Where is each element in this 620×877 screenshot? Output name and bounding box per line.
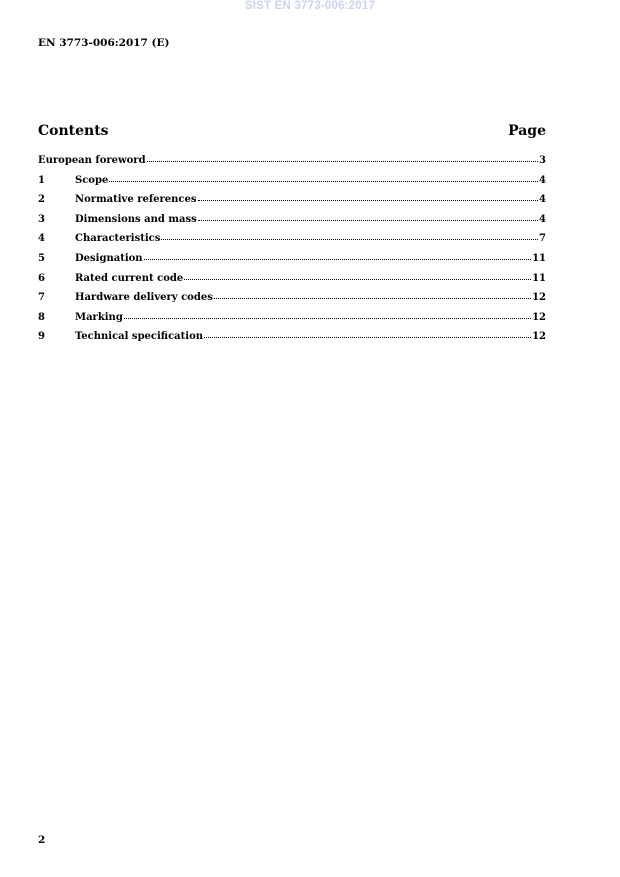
toc-entry-marking[interactable] bbox=[38, 312, 546, 332]
toc-entry-title: Dimensions and mass bbox=[75, 213, 197, 225]
toc-leader-dots bbox=[124, 318, 531, 319]
toc-entry-designation[interactable] bbox=[38, 253, 546, 273]
toc-entry-scope[interactable] bbox=[38, 175, 546, 195]
toc-entry-page: 12 bbox=[532, 292, 546, 304]
toc-entry-title: Hardware delivery codes bbox=[75, 292, 213, 304]
toc-entry-number: 1 bbox=[38, 174, 45, 186]
toc-entry-number: 4 bbox=[38, 233, 45, 245]
toc-entry-normative-references[interactable] bbox=[38, 194, 546, 214]
toc-entry-title: Characteristics bbox=[75, 233, 161, 245]
toc-entry-characteristics[interactable] bbox=[38, 233, 546, 253]
toc-title: Contents bbox=[38, 123, 109, 139]
toc-leader-dots bbox=[184, 279, 531, 280]
toc-entry-page: 4 bbox=[539, 174, 546, 186]
toc-entry-title: Designation bbox=[75, 252, 143, 264]
page-number: 2 bbox=[38, 834, 46, 846]
toc-entry-number: 2 bbox=[38, 194, 45, 206]
toc-entry-technical-specification[interactable] bbox=[38, 331, 546, 351]
toc-entry-number: 8 bbox=[38, 311, 45, 323]
toc-page-label: Page bbox=[508, 123, 546, 139]
toc-entry-dimensions-and-mass[interactable] bbox=[38, 214, 546, 234]
toc-entry-page: 4 bbox=[539, 194, 546, 206]
toc-header bbox=[38, 123, 546, 143]
toc-entry-hardware-delivery-codes[interactable] bbox=[38, 292, 546, 312]
toc-entry-rated-current-code[interactable] bbox=[38, 273, 546, 293]
toc-leader-dots bbox=[204, 337, 531, 338]
toc-entry-title: Scope bbox=[75, 174, 109, 186]
toc-entry-page: 12 bbox=[532, 311, 546, 323]
toc-entry-page: 3 bbox=[539, 155, 546, 166]
toc-leader-dots bbox=[214, 298, 531, 299]
toc-entry-page: 11 bbox=[532, 272, 546, 284]
toc-entry-page: 12 bbox=[532, 331, 546, 343]
document-id: EN 3773-006:2017 (E) bbox=[38, 37, 170, 49]
toc-entry-european-foreword[interactable] bbox=[38, 155, 546, 175]
toc-entry-number: 3 bbox=[38, 213, 45, 225]
toc-leader-dots bbox=[144, 259, 532, 260]
toc-leader-dots bbox=[198, 220, 538, 221]
toc-entry-number: 9 bbox=[38, 331, 45, 343]
toc-entry-page: 11 bbox=[532, 252, 546, 264]
watermark: SIST EN 3773-006:2017 bbox=[244, 0, 376, 12]
toc-leader-dots bbox=[198, 200, 539, 201]
toc-entry-title: Rated current code bbox=[75, 272, 184, 284]
toc-leader-dots bbox=[161, 239, 538, 240]
toc-entry-title: European foreword bbox=[38, 155, 146, 166]
toc-leader-dots bbox=[147, 161, 538, 162]
toc-entry-title: Technical specification bbox=[75, 331, 204, 343]
table-of-contents bbox=[38, 155, 546, 351]
toc-entry-title: Normative references bbox=[75, 194, 197, 206]
toc-entry-title: Marking bbox=[75, 311, 123, 323]
toc-entry-number: 6 bbox=[38, 272, 45, 284]
toc-leader-dots bbox=[109, 181, 538, 182]
toc-entry-number: 5 bbox=[38, 252, 45, 264]
toc-entry-number: 7 bbox=[38, 292, 45, 304]
toc-entry-page: 4 bbox=[539, 213, 546, 225]
toc-entry-page: 7 bbox=[539, 233, 546, 245]
